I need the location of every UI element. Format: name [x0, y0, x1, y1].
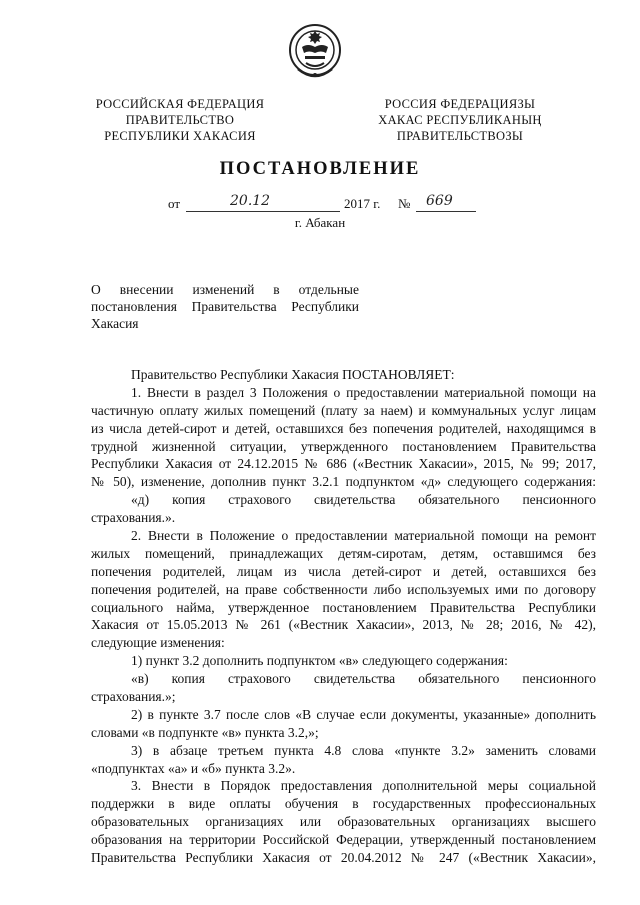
date-number-line — [160, 193, 500, 214]
body-line: «подпунктах «а» и «б» пункта 3.2». — [91, 760, 296, 776]
subject-line: постановления Правительства Республики — [91, 299, 359, 314]
body-line: 1. Внести в раздел 3 Положения о предоставлении материальной помощи на — [131, 384, 596, 400]
body-line: 3. Внести в Порядок предоставления дополнительной меры социальной — [131, 778, 596, 794]
year-label: 2017 г. — [344, 196, 381, 211]
body-line: Правительства Республики Хакасия от 20.04.2012 № 247 («Вестник Хакасии», — [91, 850, 596, 866]
header-right-line-1: РОССИЯ ФЕДЕРАЦИЯЗЫ — [384, 97, 536, 111]
body-line: «д) копия страхового свидетельства обязательного пенсионного — [131, 492, 596, 508]
body-line: социального найма, утвержденное постановлением Правительства Республики — [91, 599, 596, 615]
body-line: Хакасия от 15.05.2013 № 261 («Вестник Хакасии», 2013, № 28; 2016, № 42), — [91, 617, 596, 633]
body-line: Республики Хакасия от 24.12.2015 № 686 («Вестник Хакасии», 2015, № 99; 2017, — [91, 456, 596, 472]
body-line: 2) в пункте 3.7 после слов «В случае если документы, указанные» дополнить — [131, 706, 596, 722]
date-underline — [186, 211, 340, 212]
body-line: следующие изменения: — [91, 635, 225, 651]
body-line: страхования.»; — [91, 689, 176, 705]
header-right-line-2: ХАКАС РЕСПУБЛИКАНЫҢ — [378, 113, 542, 127]
document-subject — [91, 281, 359, 332]
body-line: частичную оплату жилых помещений (плату за наем) и коммунальных услуг лицам — [91, 402, 596, 418]
city-label: г. Абакан — [294, 215, 346, 230]
header-right-khakas — [360, 96, 560, 144]
body-line: Правительство Республики Хакасия ПОСТАНОВЛЯЕТ: — [131, 367, 455, 382]
body-line: 1) пункт 3.2 дополнить подпунктом «в» следующего содержания: — [131, 653, 508, 669]
handwritten-date: 20.12 — [230, 193, 271, 209]
body-line: «в) копия страхового свидетельства обязательного пенсионного — [131, 671, 596, 687]
body-line: образования на территории Российской Федерации, утвержденный постановлением — [91, 832, 596, 848]
document-title: ПОСТАНОВЛЕНИЕ — [219, 159, 421, 179]
handwritten-number: 669 — [426, 193, 453, 209]
header-left-line-3: РЕСПУБЛИКИ ХАКАСИЯ — [104, 129, 256, 143]
header-left-russian — [80, 96, 280, 144]
subject-line: О внесении изменений в отдельные — [91, 282, 359, 297]
body-line: трудной жизненной ситуации, утвержденного постановлением Правительства — [91, 438, 596, 454]
coat-of-arms-emblem — [288, 23, 342, 81]
body-line: образовательных организациях или образовательных организациях высшего — [91, 814, 596, 830]
body-line: страхования.». — [91, 510, 176, 526]
document-body — [91, 366, 596, 867]
header-left-line-1: РОССИЙСКАЯ ФЕДЕРАЦИЯ — [95, 97, 265, 111]
body-line: из числа детей-сирот и детей, оставшихся без попечения родителей, находящимся в — [91, 420, 596, 436]
body-line: № 50), изменение, дополнив пункт 3.2.1 подпунктом «д» следующего содержания: — [91, 474, 596, 490]
header-left-line-2: ПРАВИТЕЛЬСТВО — [125, 113, 235, 127]
body-line: 2. Внести в Положение о предоставлении материальной помощи на ремонт — [131, 528, 596, 544]
body-line: 3) в абзаце третьем пункта 4.8 слова «пункте 3.2» заменить словами — [131, 742, 596, 758]
body-line: попечения родителей, на праве собственности либо используемых ими по договору — [91, 581, 596, 597]
body-line: попечения родителей, лицам из числа детей-сирот и детей, оставшихся без — [91, 563, 596, 579]
number-label: № — [398, 196, 411, 211]
subject-line: Хакасия — [91, 316, 139, 331]
number-underline — [416, 211, 476, 212]
body-line: жилых помещений, принадлежащих детям-сиротам, детям, оставшимся без — [91, 545, 596, 561]
body-line: поддержки в виде оплаты обучения в государственных профессиональных — [91, 796, 596, 812]
from-label: от — [168, 196, 181, 211]
body-line: словами «в подпункте «в» пункта 3.2,»; — [91, 724, 319, 740]
header-right-line-3: ПРАВИТЕЛЬСТВОЗЫ — [396, 129, 524, 143]
